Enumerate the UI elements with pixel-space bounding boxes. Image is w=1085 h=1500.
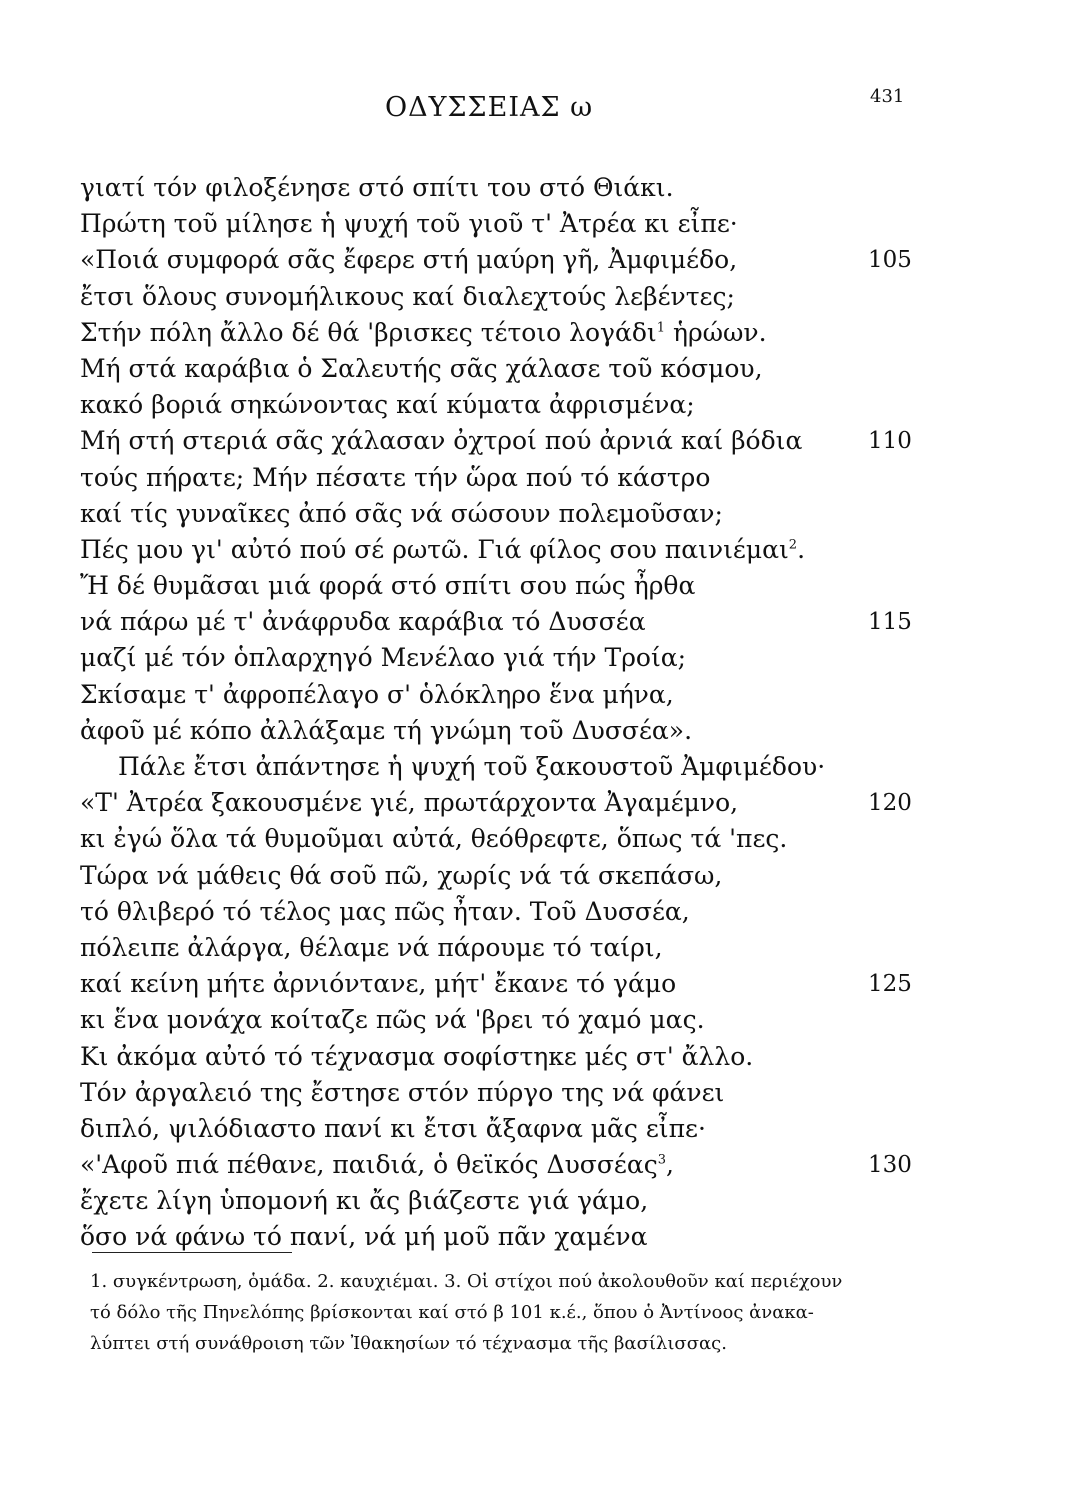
- footnote-marker: 1: [656, 320, 666, 336]
- verse-text-main: καί τίς γυναῖκες ἀπό σᾶς νά σώσουν πολεμοῦσαν;: [80, 498, 723, 528]
- verse-line: [0, 351, 1085, 387]
- verse-line: [0, 568, 1085, 604]
- verse-text-main: καί κείνη μήτε ἀρνιόντανε, μήτ' ἔκανε τό γάμο: [80, 969, 677, 999]
- verse-line: [0, 242, 1085, 278]
- verse-text: [80, 170, 674, 206]
- line-number: 125: [868, 971, 912, 998]
- verse-text-main: Σκίσαμε τ' ἀφροπέλαγο σ' ὁλόκληρο ἕνα μήνα,: [80, 679, 674, 709]
- verse-line: [0, 460, 1085, 496]
- footnote-line: 1. συγκέντρωση, ὁμάδα. 2. καυχιέμαι. 3. Οἱ στίχοι πού ἀκολουθοῦν καί περιέχουν: [90, 1271, 843, 1292]
- verse-line: [0, 966, 1085, 1002]
- verse-line: [0, 930, 1085, 966]
- verse-text-main: «Τ' Ἀτρέα ξακουσμένε γιέ, πρωτάρχοντα Ἀγαμέμνο,: [80, 788, 739, 818]
- verse-text-main: Μή στά καράβια ὁ Σαλευτής σᾶς χάλασε τοῦ κόσμου,: [80, 353, 763, 383]
- verse-text: [80, 1002, 705, 1038]
- verse-line: [0, 1219, 1085, 1255]
- verse-text: [80, 460, 710, 496]
- verse-text-tail: .: [797, 534, 806, 564]
- verse-text-main: Κι ἀκόμα αὐτό τό τέχνασμα σοφίστηκε μές στ' ἄλλο.: [80, 1041, 754, 1071]
- verse-text-main: Μή στή στεριά σᾶς χάλασαν ὀχτροί πού ἀρνιά καί βόδια: [80, 426, 803, 456]
- footnote-divider: [92, 1252, 292, 1253]
- verse-line: [0, 785, 1085, 821]
- verse-text: [80, 604, 646, 640]
- running-title: ΟΔΥΣΣΕΙΑΣ ω: [385, 92, 594, 123]
- line-number: 130: [868, 1152, 912, 1179]
- line-number: 120: [868, 790, 912, 817]
- verse-text: [80, 1075, 724, 1111]
- verse-text: [80, 315, 767, 351]
- verse-text: [80, 242, 737, 278]
- verse-text: [80, 1219, 648, 1255]
- verse-text: [80, 1039, 753, 1075]
- verse-text-main: Πάλε ἔτσι ἀπάντησε ἡ ψυχή τοῦ ξακουστοῦ Ἀμφιμέδου·: [118, 752, 826, 781]
- verse-line: [0, 894, 1085, 930]
- verse-line: [0, 1002, 1085, 1038]
- verse-text-main: μαζί μέ τόν ὁπλαρχηγό Μενέλαο γιά τήν Τροία;: [80, 643, 687, 673]
- verse-line: [0, 640, 1085, 676]
- verse-line: [0, 1075, 1085, 1111]
- verse-line: [0, 315, 1085, 351]
- verse-text-main: κι ἐγώ ὅλα τά θυμοῦμαι αὐτά, θεόθρεφτε, ὅπως τά 'πες.: [80, 824, 788, 854]
- verse-text-main: τό θλιβερό τό τέλος μας πῶς ἦταν. Τοῦ Δυσσέα,: [80, 896, 690, 926]
- line-number: 105: [868, 247, 912, 274]
- verse-line: [0, 821, 1085, 857]
- verse-text-main: Τώρα νά μάθεις θά σοῦ πῶ, χωρίς νά τά σκεπάσω,: [80, 860, 723, 890]
- verse-text-main: Ἤ δέ θυμᾶσαι μιά φορά στό σπίτι σου πώς ἦρθα: [80, 571, 696, 601]
- line-number: 110: [868, 428, 912, 455]
- footnote-marker: 3: [657, 1152, 667, 1168]
- verse-text: [80, 713, 692, 749]
- footnote-line: τό δόλο τῆς Πηνελόπης βρίσκονται καί στό β 101 κ.έ., ὅπου ὁ Ἀντίνοος ἀνακα-: [90, 1302, 814, 1323]
- verse-text-tail: ἡρώων.: [665, 317, 767, 347]
- verse-text: [80, 821, 787, 857]
- verse-text: [80, 785, 738, 821]
- verse-line: [0, 1147, 1085, 1183]
- footnote-marker: 2: [788, 537, 798, 553]
- verse-line: [0, 604, 1085, 640]
- verse-text: [80, 930, 663, 966]
- verse-text: [80, 640, 686, 676]
- verse-text-main: Πές μου γι' αὐτό πού σέ ρωτῶ. Γιά φίλος σου παινιέμαι: [80, 534, 789, 564]
- verse-text: [118, 749, 825, 785]
- verse-text: [80, 677, 674, 713]
- verse-text-main: Στήν πόλη ἄλλο δέ θά 'βρισκες τέτοιο λογάδι: [80, 317, 657, 347]
- verse-text: [80, 568, 695, 604]
- verse-line: [0, 677, 1085, 713]
- verse-text-main: πόλειπε ἀλάργα, θέλαμε νά πάρουμε τό ταίρι,: [80, 932, 663, 962]
- verse-text: [80, 1183, 648, 1219]
- verse-line: [0, 1039, 1085, 1075]
- verse-text: [80, 1147, 674, 1183]
- verse-text: [80, 387, 695, 423]
- verse-text-main: «Ποιά συμφορά σᾶς ἔφερε στή μαύρη γῆ, Ἀμφιμέδο,: [80, 245, 738, 275]
- verse-text: [80, 496, 723, 532]
- verse-text-main: ὅσο νά φάνω τό πανί, νά μή μοῦ πᾶν χαμένα: [80, 1222, 648, 1252]
- verse-line: [0, 749, 1085, 785]
- verse-line: [0, 532, 1085, 568]
- verse-text: [80, 206, 738, 242]
- verse-text-main: Πρώτη τοῦ μίλησε ἡ ψυχή τοῦ γιοῦ τ' Ἀτρέα κι εἶπε·: [80, 209, 738, 239]
- verse-text-main: τούς πήρατε; Μήν πέσατε τήν ὥρα πού τό κάστρο: [80, 462, 711, 492]
- verse-text: [80, 858, 722, 894]
- verse-text: [80, 423, 802, 459]
- verse-text: [80, 1111, 706, 1147]
- verse-text-main: κι ἕνα μονάχα κοίταζε πῶς νά 'βρει τό χαμό μας.: [80, 1005, 705, 1035]
- verse-text-main: ἔτσι ὅλους συνομήλικους καί διαλεχτούς λεβέντες;: [80, 281, 735, 311]
- footnote-line: λύπτει στή συνάθροιση τῶν Ἰθακησίων τό τέχνασμα τῆς βασίλισσας.: [90, 1333, 727, 1354]
- verse-line: [0, 279, 1085, 315]
- page-number: 431: [870, 86, 905, 107]
- verse-line: [0, 423, 1085, 459]
- verse-text: [80, 532, 805, 568]
- verse-line: [0, 496, 1085, 532]
- verse-text-tail: ,: [666, 1150, 674, 1180]
- poem-body: [0, 170, 1085, 1256]
- verse-text-main: ἔχετε λίγη ὑπομονή κι ἄς βιάζεστε γιά γάμο,: [80, 1186, 649, 1216]
- verse-line: [0, 1111, 1085, 1147]
- verse-line: [0, 858, 1085, 894]
- verse-text-main: Τόν ἀργαλειό της ἔστησε στόν πύργο της νά φάνει: [80, 1077, 725, 1107]
- verse-text-main: κακό βοριά σηκώνοντας καί κύματα ἀφρισμένα;: [80, 390, 695, 420]
- verse-text-main: διπλό, ψιλόδιαστο πανί κι ἔτσι ἄξαφνα μᾶς εἶπε·: [80, 1113, 706, 1143]
- verse-text-main: «'Αφοῦ πιά πέθανε, παιδιά, ὁ θεϊκός Δυσσέας: [80, 1150, 658, 1180]
- verse-text: [80, 966, 676, 1002]
- verse-text: [80, 279, 735, 315]
- verse-line: [0, 206, 1085, 242]
- line-number: 115: [868, 609, 912, 636]
- verse-text-main: νά πάρω μέ τ' ἀνάφρυδα καράβια τό Δυσσέα: [80, 607, 646, 637]
- verse-line: [0, 387, 1085, 423]
- verse-text: [80, 894, 690, 930]
- page-header: [0, 86, 1085, 132]
- verse-text: [80, 351, 763, 387]
- verse-line: [0, 170, 1085, 206]
- verse-line: [0, 1183, 1085, 1219]
- verse-text-main: ἀφοῦ μέ κόπο ἀλλάξαμε τή γνώμη τοῦ Δυσσέα».: [80, 715, 693, 745]
- verse-line: [0, 713, 1085, 749]
- footnotes: [90, 1266, 990, 1359]
- verse-text-main: γιατί τόν φιλοξένησε στό σπίτι του στό Θιάκι.: [80, 173, 674, 202]
